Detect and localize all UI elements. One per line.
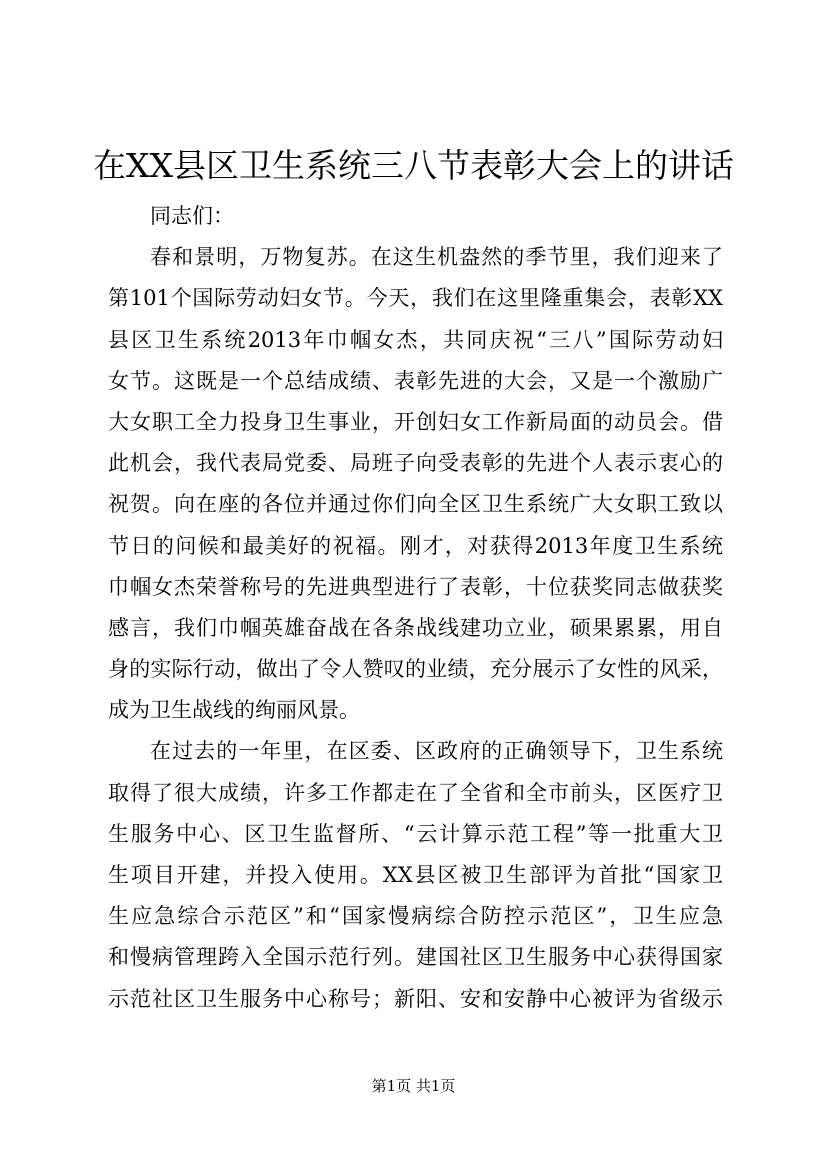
paragraph-line: 感言，我们巾帼英雄奋战在各条战线建功立业，硕果累累，用自 xyxy=(108,615,723,640)
paragraph-line: 生项目开建，并投入使用。XX县区被卫生部评为首批“国家卫 xyxy=(108,863,723,887)
paragraph-line: 生服务中心、区卫生监督所、“云计算示范工程”等一批重大卫 xyxy=(108,821,723,846)
paragraph-line: 第101个国际劳动妇女节。今天，我们在这里隆重集会，表彰XX xyxy=(108,286,723,311)
paragraph-line: 此机会，我代表局党委、局班子向受表彰的先进个人表示衷心的 xyxy=(108,451,723,476)
paragraph-line: 祝贺。向在座的各位并通过你们向全区卫生系统广大女职工致以 xyxy=(108,492,723,517)
paragraph-line: 春和景明，万物复苏。在这生机盎然的季节里，我们迎来了 xyxy=(150,245,723,270)
paragraph-line: 身的实际行动，做出了令人赞叹的业绩，充分展示了女性的风采， xyxy=(108,657,723,682)
paragraph-line: 和慢病管理跨入全国示范行列。建国社区卫生服务中心获得国家 xyxy=(108,945,723,970)
paragraph-line: 大女职工全力投身卫生事业，开创妇女工作新局面的动员会。借 xyxy=(108,409,723,434)
paragraph-line: 在过去的一年里，在区委、区政府的正确领导下，卫生系统 xyxy=(150,739,723,764)
page-number-footer: 第1页 共1页 xyxy=(371,1077,456,1095)
paragraph-line: 女节。这既是一个总结成绩、表彰先进的大会，又是一个激励广 xyxy=(108,368,723,393)
document-body xyxy=(108,196,723,1020)
paragraph-line: 示范社区卫生服务中心称号；新阳、安和安静中心被评为省级示 xyxy=(108,986,723,1011)
document-title: 在XX县区卫生系统三八节表彰大会上的讲话 xyxy=(93,146,734,185)
paragraph-line: 节日的问候和最美好的祝福。刚才，对获得2013年度卫生系统 xyxy=(108,533,723,558)
paragraph-line: 取得了很大成绩，许多工作都走在了全省和全市前头，区医疗卫 xyxy=(108,780,723,805)
paragraph-line: 县区卫生系统2013年巾帼女杰，共同庆祝“三八”国际劳动妇 xyxy=(108,327,723,352)
paragraph-line: 巾帼女杰荣誉称号的先进典型进行了表彰，十位获奖同志做获奖 xyxy=(108,574,723,599)
paragraph-line: 成为卫生战线的绚丽风景。 xyxy=(108,698,360,723)
salutation-line: 同志们： xyxy=(150,204,234,228)
paragraph-line: 生应急综合示范区”和“国家慢病综合防控示范区”，卫生应急 xyxy=(108,904,723,929)
